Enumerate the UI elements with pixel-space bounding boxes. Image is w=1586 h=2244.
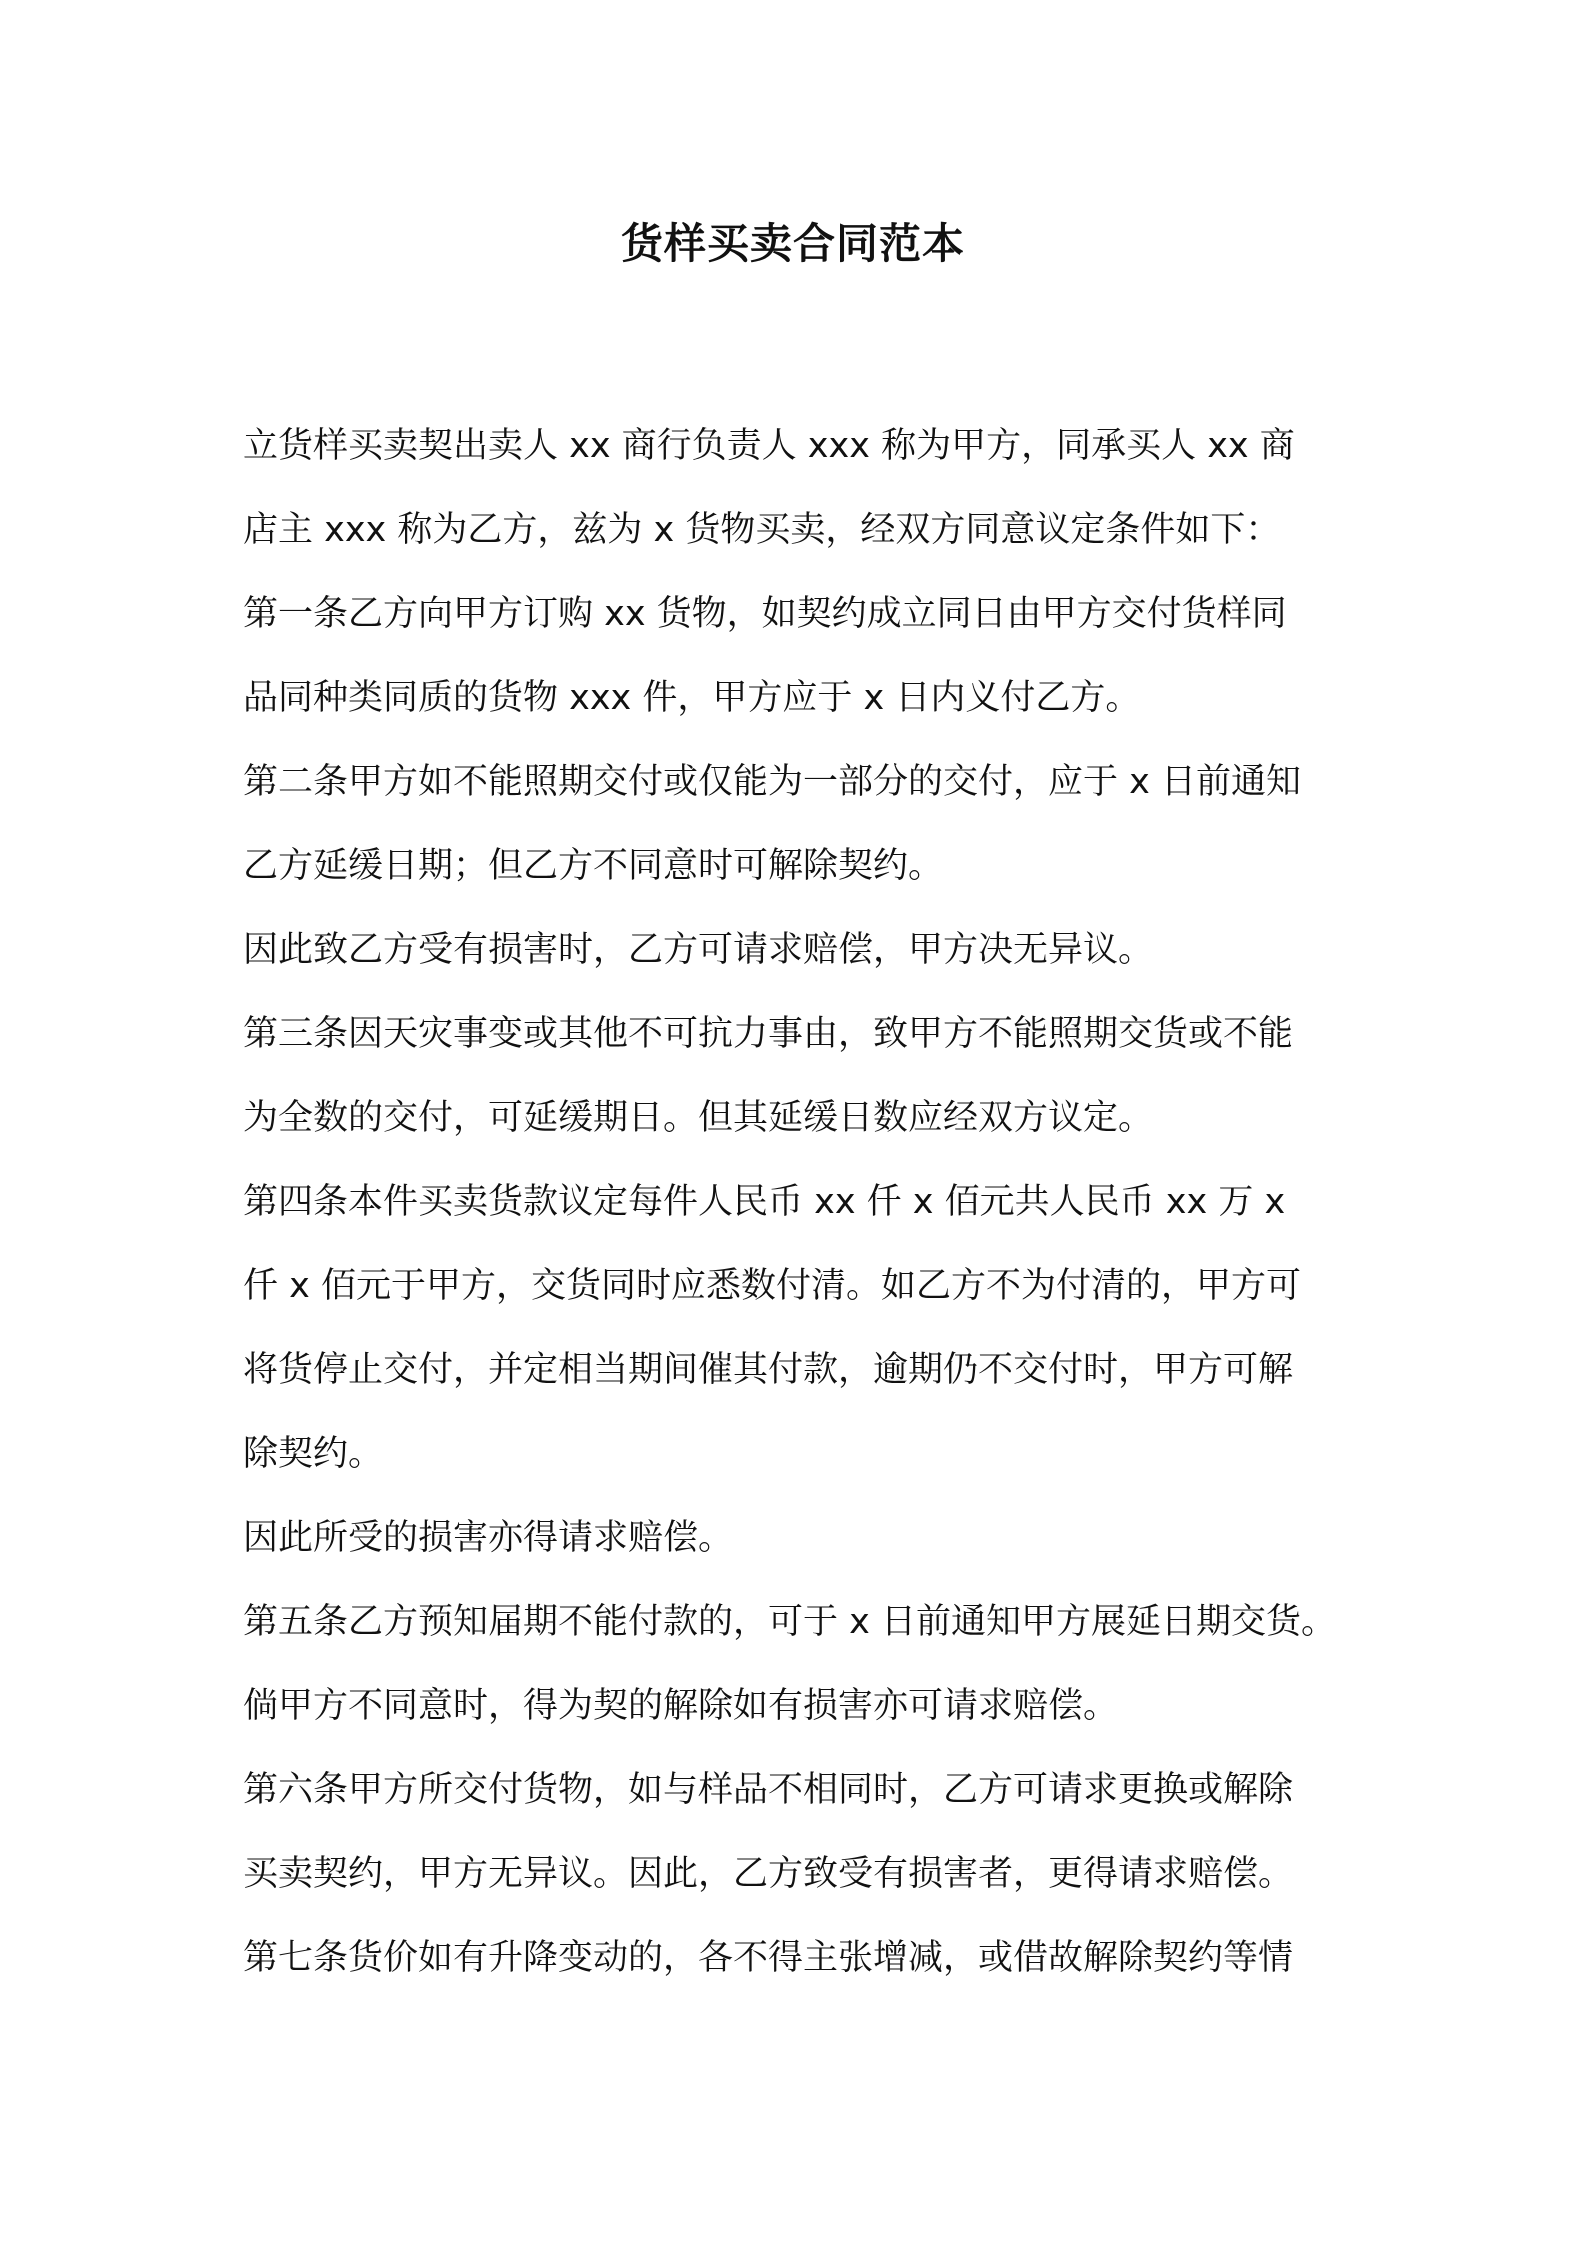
document-title: 货样买卖合同范本 — [620, 219, 965, 268]
document-body — [243, 404, 1363, 2000]
body-line: 第一条乙方向甲方订购 xx 货物，如契约成立同日由甲方交付货样同 — [243, 594, 1287, 634]
body-line: 立货样买卖契出卖人 xx 商行负责人 xxx 称为甲方，同承买人 xx 商 — [243, 426, 1295, 466]
body-line: 买卖契约，甲方无异议。因此，乙方致受有损害者，更得请求赔偿。 — [243, 1854, 1294, 1894]
body-line: 第五条乙方预知届期不能付款的，可于 x 日前通知甲方展延日期交货。 — [243, 1602, 1336, 1642]
body-line: 第二条甲方如不能照期交付或仅能为一部分的交付，应于 x 日前通知 — [243, 762, 1301, 802]
body-line: 除契约。 — [243, 1434, 384, 1474]
body-line: 乙方延缓日期；但乙方不同意时可解除契约。 — [243, 846, 944, 886]
body-line: 品同种类同质的货物 xxx 件，甲方应于 x 日内义付乙方。 — [243, 678, 1141, 718]
body-line: 第七条货价如有升降变动的，各不得主张增减，或借故解除契约等情 — [243, 1938, 1294, 1978]
body-line: 第三条因天灾事变或其他不可抗力事由，致甲方不能照期交货或不能 — [243, 1014, 1294, 1054]
body-line: 因此致乙方受有损害时，乙方可请求赔偿，甲方决无异议。 — [243, 930, 1154, 970]
body-line: 第六条甲方所交付货物，如与样品不相同时，乙方可请求更换或解除 — [243, 1770, 1294, 1810]
body-line: 仟 x 佰元于甲方，交货同时应悉数付清。如乙方不为付清的，甲方可 — [243, 1266, 1301, 1306]
body-line: 因此所受的损害亦得请求赔偿。 — [243, 1518, 734, 1558]
body-line: 店主 xxx 称为乙方，兹为 x 货物买卖，经双方同意议定条件如下： — [243, 510, 1281, 550]
body-line: 倘甲方不同意时，得为契的解除如有损害亦可请求赔偿。 — [243, 1686, 1119, 1726]
body-line: 将货停止交付，并定相当期间催其付款，逾期仍不交付时，甲方可解 — [243, 1350, 1294, 1390]
body-line: 第四条本件买卖货款议定每件人民币 xx 仟 x 佰元共人民币 xx 万 x — [243, 1182, 1286, 1222]
body-line: 为全数的交付，可延缓期日。但其延缓日数应经双方议定。 — [243, 1098, 1154, 1138]
